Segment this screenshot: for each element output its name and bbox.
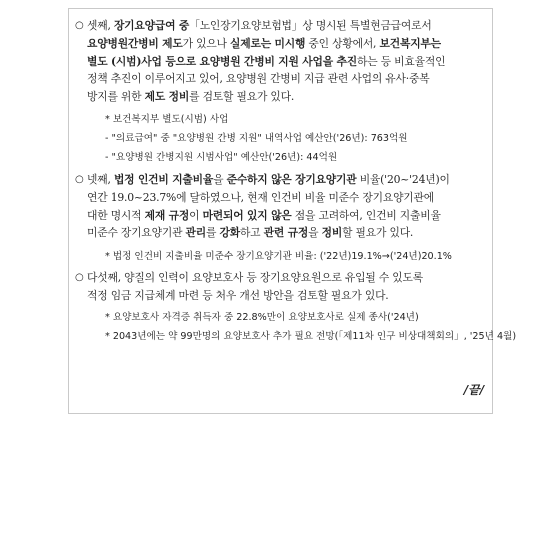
note-pilot-budget: - "요양병원 간병지원 시범사업" 예산안('26년): 44억원 (105, 152, 338, 163)
note-medical-aid-budget: - "의료급여" 중 "요양병원 간병 지원" 내역사업 예산안('26년): 763억원 (105, 133, 408, 144)
circle-bullet-icon: ○ (75, 174, 84, 185)
paragraph-fifth: ○ 다섯째, 양질의 인력이 요양보호사 등 장기요양요원으로 유입될 수 있도록 적정 임금 지급체계 마련 등 처우 개선 방안을 검토할 필요가 있다. (75, 271, 423, 302)
end-mark: /끝/ (463, 383, 484, 397)
note-caregiver-demand: * 2043년에는 약 99만명의 요양보호사 추가 필요 전망(「제11차 인구 비상대책회의」, '25년 4월) (105, 331, 517, 342)
paragraph-fourth: ○ 넷째, 법정 인건비 지출비율을 준수하지 않은 장기요양기관 비율('20~'24년)이 연간 19.0~23.7%에 달하였으나, 현재 인건비 비율 미준수 장기요양기관에 대한 명시적 제재 규정이 마련되어 있지 않은 점을 고려하여, 인건비 지출비율 미준수 장기요양기관 관리를 강화하고 관련 규정을 정비할 필요가 있다. (75, 173, 450, 240)
note-labor-cost-ratio: * 법정 인건비 지출비율 미준수 장기요양기관 비율: ('22년)19.1%→('24년)20.1% (105, 251, 452, 262)
note-separate-project: * 보건복지부 별도(시범) 사업 (105, 114, 229, 125)
circle-bullet-icon: ○ (75, 272, 84, 283)
note-caregiver-ratio: * 요양보호사 자격증 취득자 중 22.8%만이 요양보호사로 실제 종사('24년) (105, 312, 419, 323)
circle-bullet-icon: ○ (75, 20, 84, 31)
paragraph-third: ○ 셋째, 장기요양급여 중「노인장기요양보험법」상 명시된 특별현금급여로서 요양병원간병비 제도가 있으나 실제로는 미시행 중인 상황에서, 보건복지부는 별도 (시범)사업 등으로 요양병원 간병비 지원 사업을 추진하는 등 비효율적인 정책 추진이 이루어지고 있어, 요양병원 간병비 지급 관련 사업의 유사·중복 방지를 위한 제도 정비를 검토할 필요가 있다. (75, 19, 446, 104)
document-page (68, 8, 517, 414)
